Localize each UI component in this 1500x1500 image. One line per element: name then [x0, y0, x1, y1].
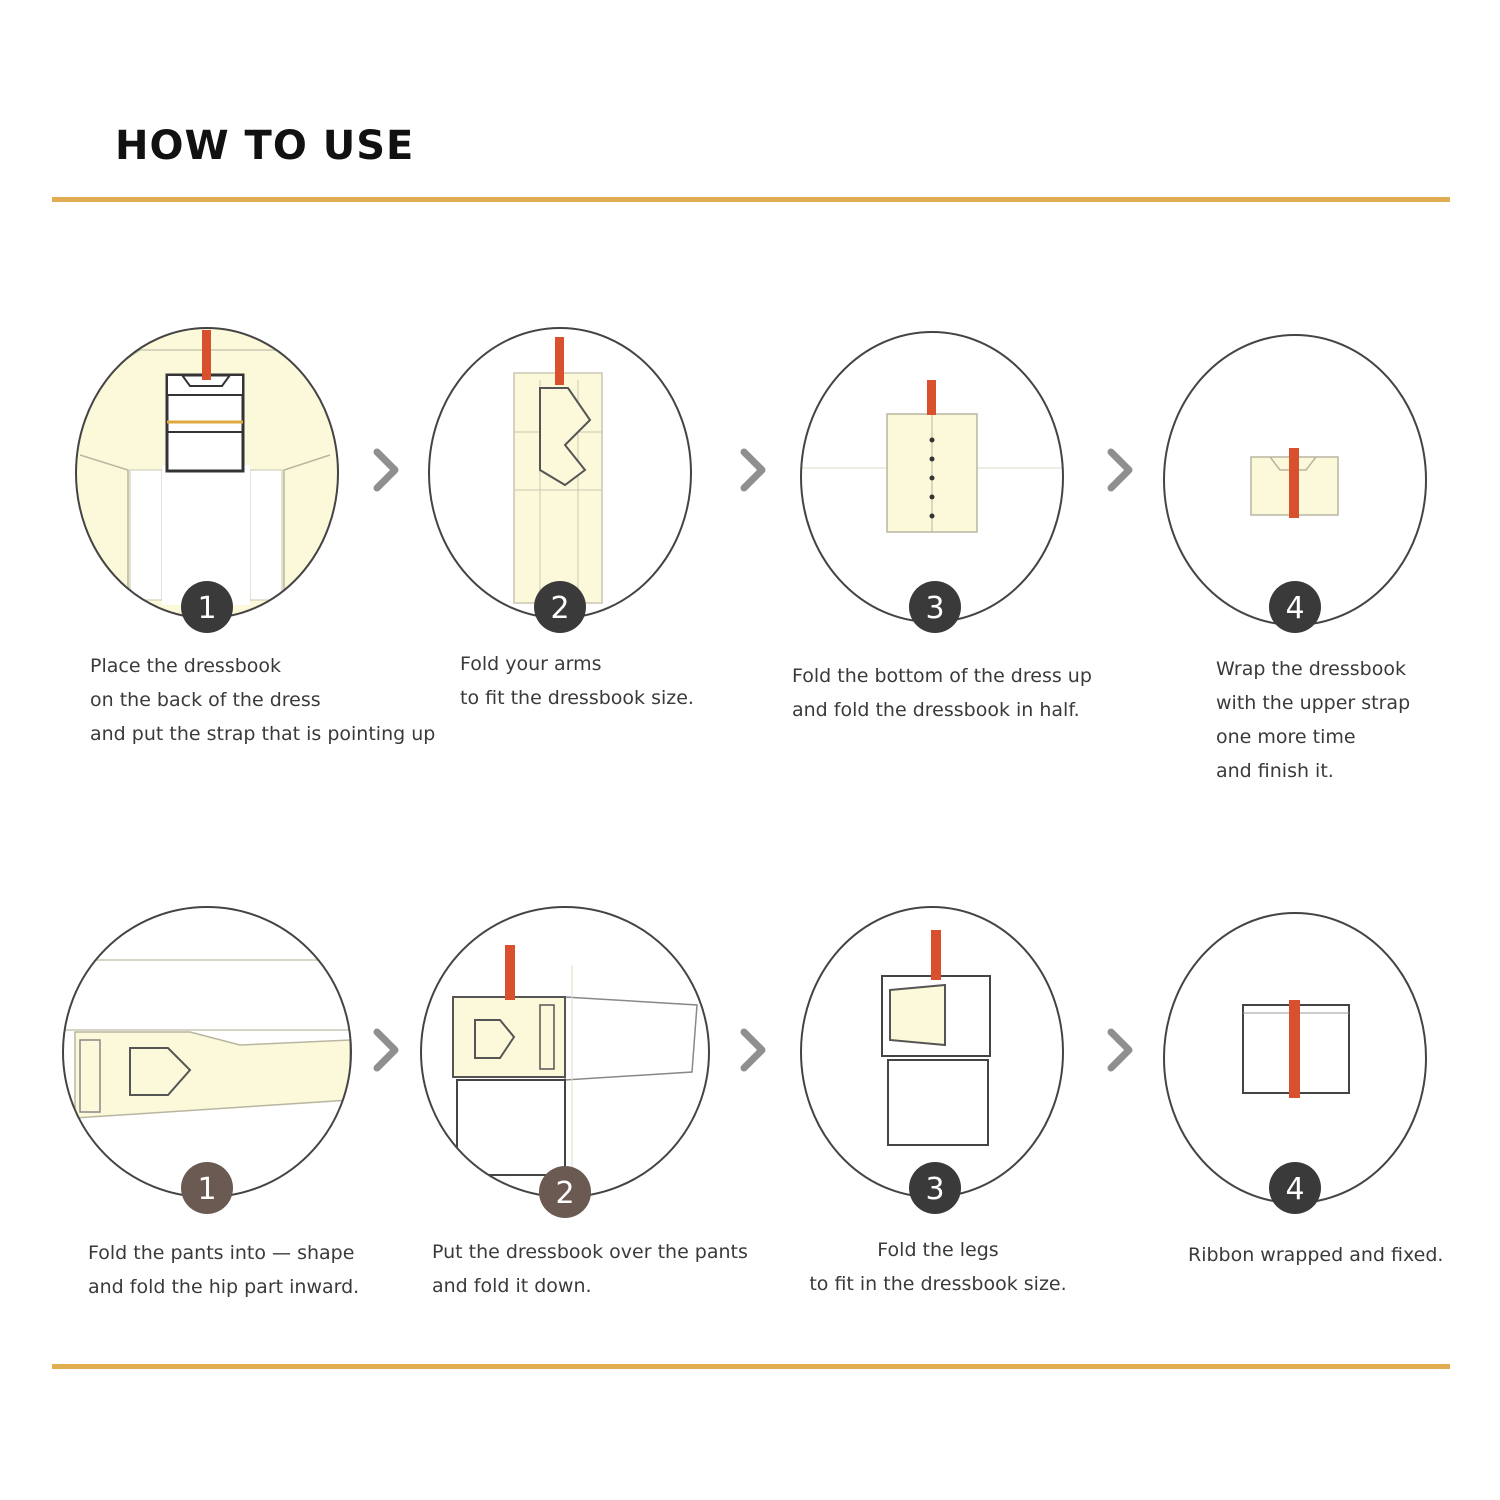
page-title: HOW TO USE [115, 123, 415, 169]
caption-line: to fit in the dressbook size. [809, 1273, 1067, 1295]
caption-line: Fold the bottom of the dress up [792, 665, 1092, 687]
svg-text:3: 3 [925, 1172, 945, 1207]
pants-step-4-caption [1188, 1238, 1443, 1272]
svg-text:1: 1 [197, 591, 217, 626]
dress-step-2-caption [460, 647, 694, 715]
pants-step-4-illustration [1164, 913, 1426, 1203]
caption-line: Wrap the dressbook [1216, 658, 1406, 680]
svg-text:2: 2 [550, 591, 570, 626]
caption-line: and fold it down. [432, 1275, 592, 1297]
chevron-right-icon [377, 452, 395, 488]
pants-step-1-caption [88, 1236, 359, 1304]
pants-step-1-illustration [60, 907, 360, 1197]
caption-line: Fold the legs [877, 1239, 999, 1261]
step-badge [909, 1162, 961, 1214]
svg-text:4: 4 [1285, 591, 1305, 626]
caption-line: and fold the hip part inward. [88, 1276, 360, 1298]
chevron-right-icon [744, 452, 762, 488]
chevron-right-icon [1111, 452, 1129, 488]
svg-text:3: 3 [925, 591, 945, 626]
chevron-right-icon [744, 1032, 762, 1068]
dress-step-4-caption [1216, 652, 1410, 788]
caption-line: with the upper strap [1216, 692, 1411, 714]
caption-line: Fold your arms [460, 653, 602, 675]
pants-step-2-caption [432, 1235, 748, 1303]
dress-step-3-illustration [800, 332, 1063, 622]
caption-line: Ribbon wrapped and fixed. [1188, 1244, 1444, 1266]
caption-line: and finish it. [1216, 760, 1334, 782]
step-badge [534, 581, 586, 633]
pants-step-3-caption [790, 1233, 1086, 1301]
step-badge [909, 581, 961, 633]
caption-line: to fit the dressbook size. [460, 687, 694, 709]
caption-line: on the back of the dress [90, 689, 321, 711]
step-badge [539, 1166, 591, 1218]
step-badge [1269, 581, 1321, 633]
step-badge [181, 1162, 233, 1214]
pants-step-3-illustration [801, 907, 1063, 1197]
caption-line: Fold the pants into — shape [88, 1242, 355, 1264]
caption-line: and put the strap that is pointing up [90, 723, 436, 745]
step-badge [181, 581, 233, 633]
dress-step-2-illustration [429, 328, 691, 618]
svg-text:1: 1 [197, 1172, 217, 1207]
dress-step-1-caption [90, 649, 435, 751]
svg-text:4: 4 [1285, 1172, 1305, 1207]
caption-line: Put the dressbook over the pants [432, 1241, 748, 1263]
chevron-right-icon [1111, 1032, 1129, 1068]
caption-line: Place the dressbook [90, 655, 282, 677]
pants-step-2-illustration [421, 907, 709, 1197]
chevron-right-icon [377, 1032, 395, 1068]
svg-text:2: 2 [555, 1176, 575, 1211]
caption-line: one more time [1216, 726, 1356, 748]
step-badge [1269, 1162, 1321, 1214]
dress-step-3-caption [792, 659, 1092, 727]
caption-line: and fold the dressbook in half. [792, 699, 1080, 721]
